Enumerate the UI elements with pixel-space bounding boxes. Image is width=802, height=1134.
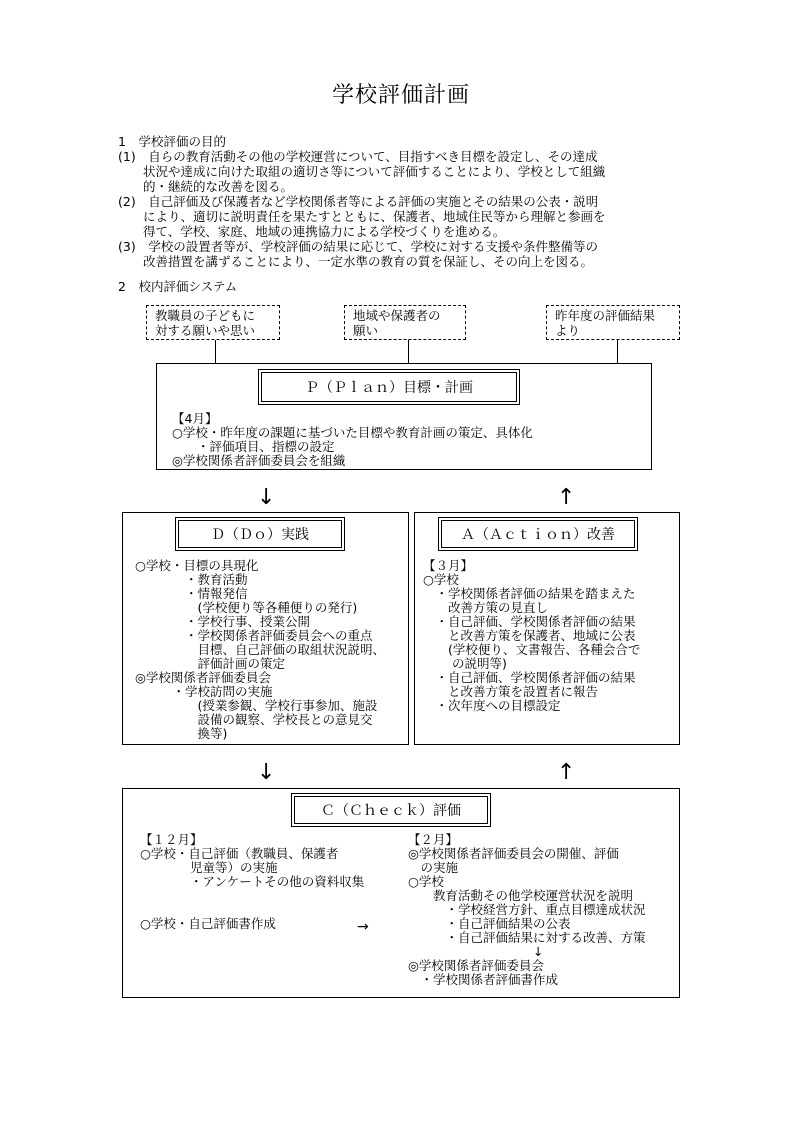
do-body: ○学校・目標の具現化 ・教育活動 ・情報発信 (学校便り等各種便りの発行) ・学校行事、授業公開 ・学校関係者評価委員会への重点 目標、自己評価の取組状況説明、 評価計画の策定 ◎学校関係者評価委員会 ・学校訪問の実施 (授業参観、学校行事参加、施設 設備の観察、学校長との意見交 換等) <box>135 558 386 741</box>
plan-header-label: Ｐ（Ｐｌａｎ）目標・計画 <box>305 380 473 396</box>
action-body: 【３月】 ○学校 ・学校関係者評価の結果を踏まえた 改善方策の見直し ・自己評価、学校関係者評価の結果 と改善方策を保護者、地域に公表 (学校便り、文書報告、各種会合で の説明等) ・自己評価、学校関係者評価の結果 と改善方策を設置者に報告 ・次年度への目標設定 <box>423 558 641 713</box>
check-header <box>291 793 491 827</box>
check-left-body: 【１２月】 ○学校・自己評価（教職員、保護者 児童等）の実施 ・アンケートその他の資料収集 ○学校・自己評価書作成 <box>140 832 365 931</box>
section1-line: 得て、学校、家庭、地域の連携協力による学校づくりを進める。 <box>118 224 506 239</box>
arrow-down-icon: ↓ <box>257 485 276 510</box>
input-box-teachers: 教職員の子どもに 対する願いや思い <box>146 305 280 340</box>
section2-heading: 2 校内評価システム <box>118 279 238 294</box>
plan-body: 【4月】 ○学校・昨年度の課題に基づいた目標や教育計画の策定、具体化 ・評価項目、指標の設定 ◎学校関係者評価委員会を組織 <box>172 411 533 468</box>
do-header-label: Ｄ（Ｄｏ）実践 <box>211 527 309 543</box>
section1-line: により、適切に説明責任を果たすとともに、保護者、地域住民等から理解と参画を <box>118 209 606 224</box>
action-header-label: Ａ（Ａｃｔｉｏｎ）改善 <box>461 527 615 543</box>
action-header <box>438 517 638 551</box>
arrow-down-icon: ↓ <box>257 760 276 785</box>
check-header-label: Ｃ（Ｃｈｅｃｋ）評価 <box>321 803 461 819</box>
connector-line <box>617 340 618 363</box>
page-title: 学校評価計画 <box>331 83 470 108</box>
section1-line: 状況や達成に向けた取組の適切さ等について評価することにより、学校として組織 <box>118 164 606 179</box>
connector-line <box>215 340 216 363</box>
plan-header <box>258 369 520 405</box>
input-box-last-year: 昨年度の評価結果 より <box>546 305 680 340</box>
check-right-body: 【２月】 ◎学校関係者評価委員会の開催、評価 の実施 ○学校 教育活動その他学校運営状況を説明 ・学校経営方針、重点目標達成状況 ・自己評価結果の公表 ・自己評価結果に対する改善、方策 ↓ ◎学校関係者評価委員会 ・学校関係者評価書作成 <box>408 832 646 987</box>
input-box-community: 地域や保護者の 願い <box>344 305 466 340</box>
arrow-up-icon: ↑ <box>557 760 576 785</box>
section1-body <box>118 149 606 269</box>
section1-heading: 1 学校評価の目的 <box>118 134 226 149</box>
section1-line: 的・継続的な改善を図る。 <box>118 179 294 194</box>
section1-line: (1) 自らの教育活動その他の学校運営について、目指すべき目標を設定し、その達成 <box>118 149 598 164</box>
section1-line: (3) 学校の設置者等が、学校評価の結果に応じて、学校に対する支援や条件整備等の <box>118 239 598 254</box>
do-header <box>175 517 345 551</box>
section1-line: (2) 自己評価及び保護者など学校関係者等による評価の実施とその結果の公表・説明 <box>118 194 599 209</box>
connector-line <box>408 340 409 363</box>
arrow-right-icon: → <box>357 919 369 935</box>
arrow-up-icon: ↑ <box>557 485 576 510</box>
section1-line: 改善措置を講ずることにより、一定水準の教育の質を保証し、その向上を図る。 <box>118 254 594 269</box>
